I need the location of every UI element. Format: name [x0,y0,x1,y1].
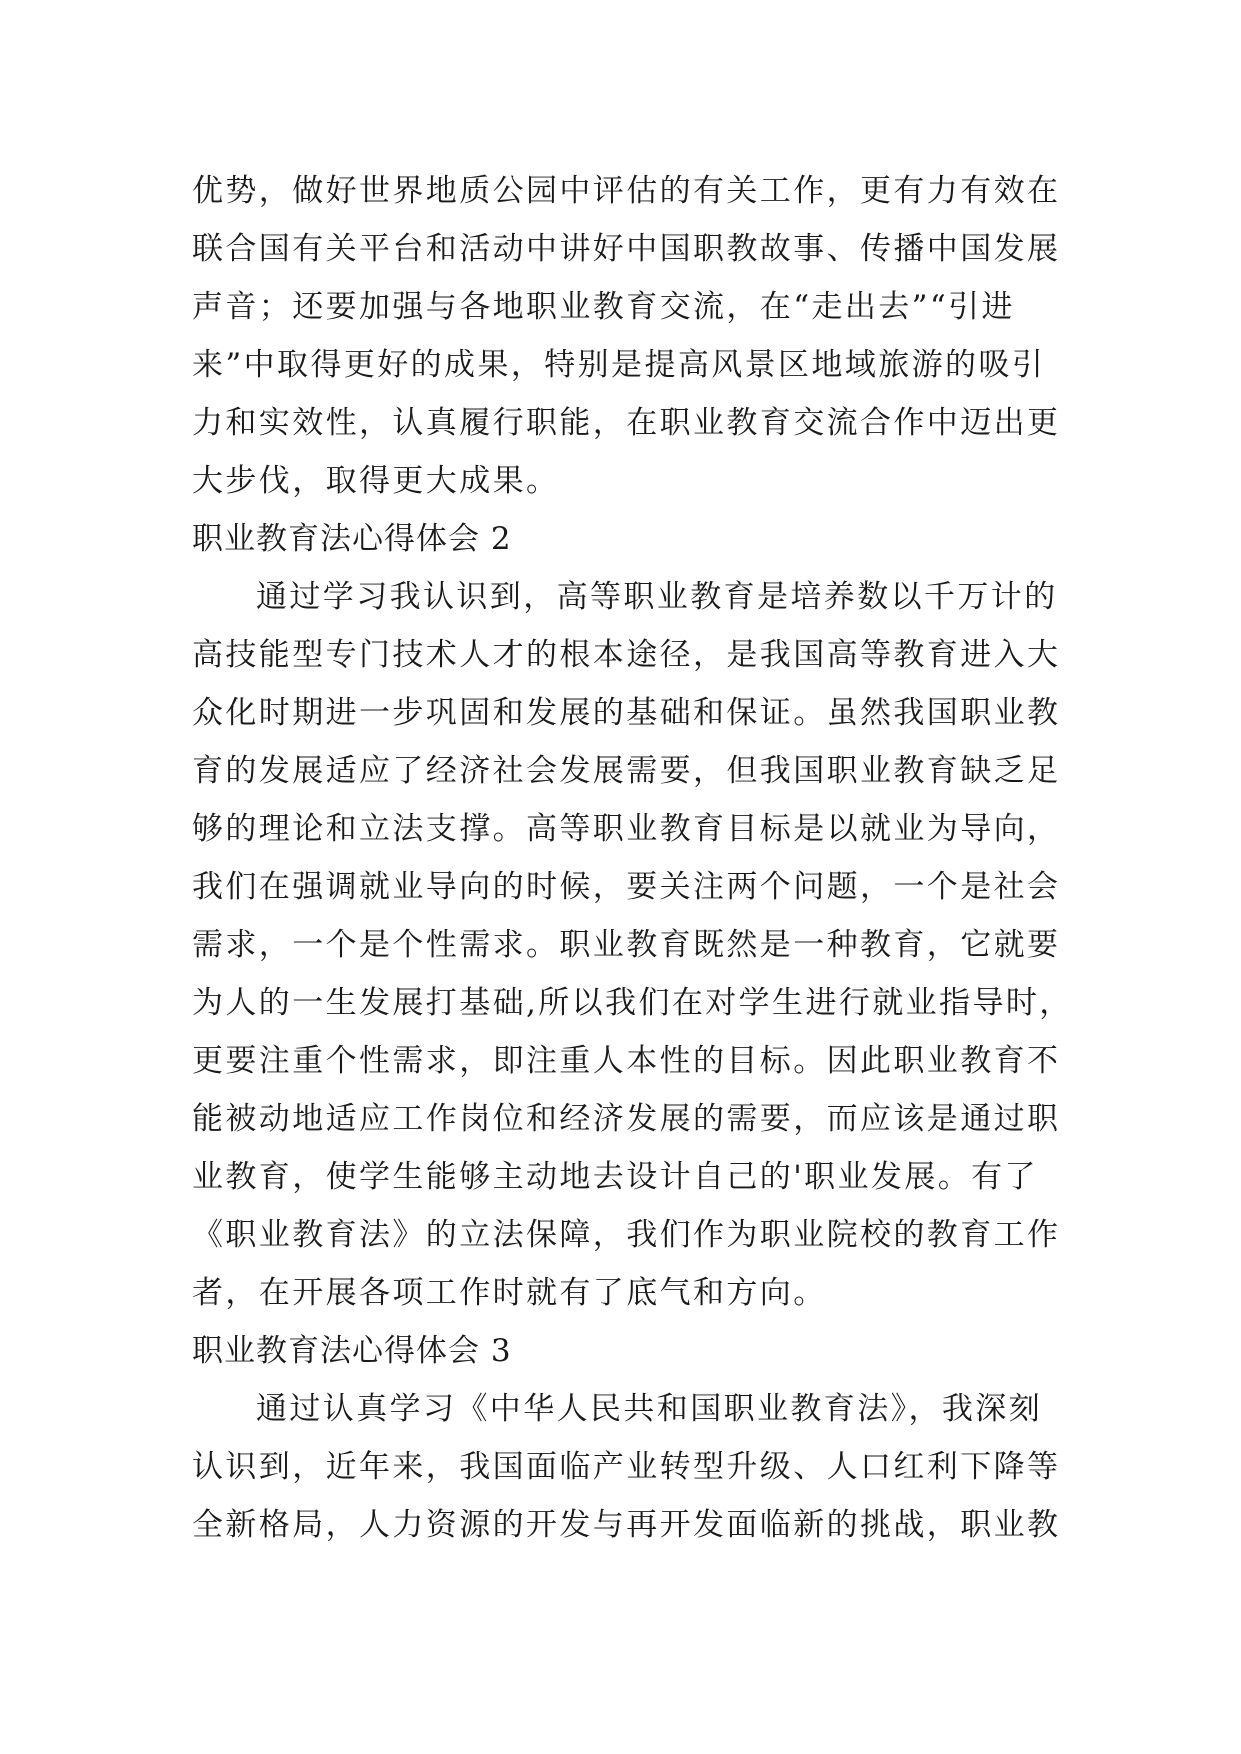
text-line: 我们在强调就业导向的时候，要关注两个问题，一个是社会 [192,869,1061,905]
text-line: 认识到，近年来，我国面临产业转型升级、人口红利下降等 [192,1449,1061,1485]
text-line: 《职业教育法》的立法保障，我们作为职业院校的教育工作 [192,1217,1061,1253]
section-heading-3: 职业教育法心得体会 3 [192,1333,512,1369]
text-line: 需求，一个是个性需求。职业教育既然是一种教育，它就要 [192,927,1061,963]
text-line: 大步伐，取得更大成果。 [192,463,560,499]
text-line: 声音；还要加强与各地职业教育交流，在“走出去”“引进 [192,289,1015,325]
text-line: 力和实效性，认真履行职能，在职业教育交流合作中迈出更 [192,405,1061,441]
text-line: 通过学习我认识到，高等职业教育是培养数以千万计的 [256,579,1058,615]
text-line: 全新格局，人力资源的开发与再开发面临新的挑战，职业教 [192,1507,1061,1543]
text-line: 来”中取得更好的成果，特别是提高风景区地域旅游的吸引 [192,347,1046,383]
text-line: 为人的一生发展打基础,所以我们在对学生进行就业指导时， [192,985,1073,1021]
text-line: 更要注重个性需求，即注重人本性的目标。因此职业教育不 [192,1043,1061,1079]
text-line: 优势，做好世界地质公园中评估的有关工作，更有力有效在 [192,173,1061,209]
section-heading-2: 职业教育法心得体会 2 [192,521,512,557]
section-3-paragraph [192,1380,1061,1554]
text-line: 联合国有关平台和活动中讲好中国职教故事、传播中国发展 [192,231,1061,267]
text-line: 育的发展适应了经济社会发展需要，但我国职业教育缺乏足 [192,753,1061,789]
text-line: 众化时期进一步巩固和发展的基础和保证。虽然我国职业教 [192,695,1061,731]
text-line: 业教育，使学生能够主动地去设计自己的'职业发展。有了 [192,1159,1038,1195]
text-line: 高技能型专门技术人才的根本途径，是我国高等教育进入大 [192,637,1061,673]
section-2-paragraph [192,568,1073,1322]
document-body [192,162,1073,1554]
text-line: 者，在开展各项工作时就有了底气和方向。 [192,1275,827,1311]
text-line: 通过认真学习《中华人民共和国职业教育法》，我深刻 [256,1391,1043,1427]
text-line: 够的理论和立法支撑。高等职业教育目标是以就业为导向， [192,811,1061,847]
continued-paragraph [192,162,1061,510]
text-line: 能被动地适应工作岗位和经济发展的需要，而应该是通过职 [192,1101,1061,1137]
